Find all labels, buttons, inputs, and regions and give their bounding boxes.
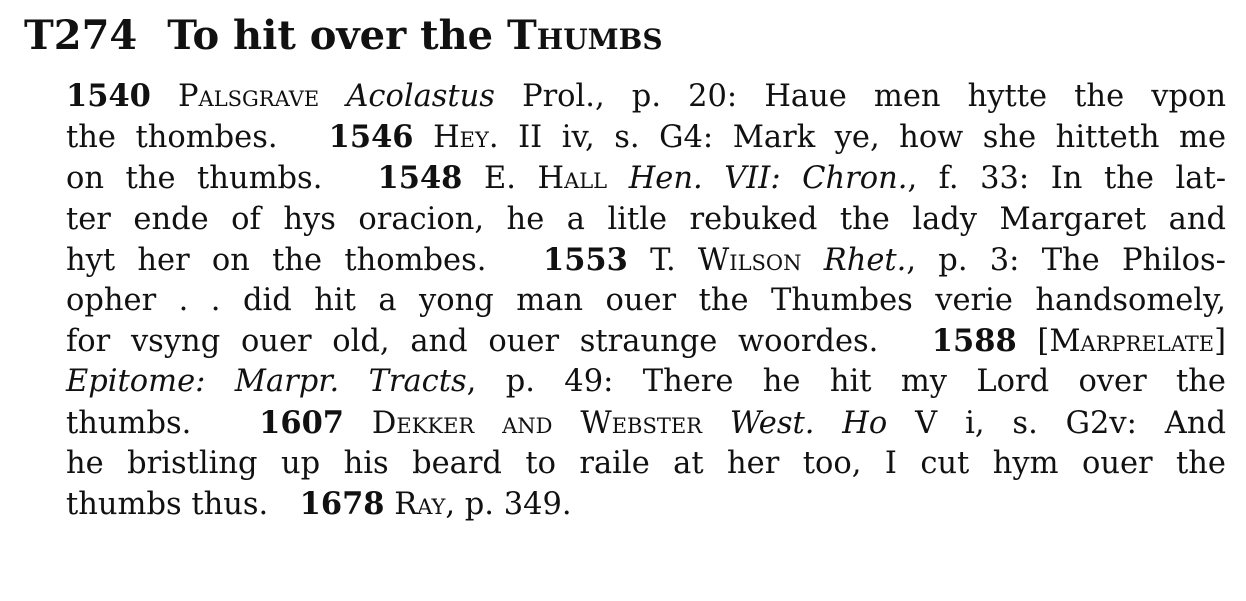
citation-text: he bristling up his beard to raile at her too, I cut hym ouer the — [66, 445, 1226, 481]
citation-text: Prol., p. 20: Haue men hytte the vpon — [494, 79, 1226, 114]
text-line — [66, 403, 1226, 444]
citation-text: II iv, s. G4: Mark ye, how she hitteth me — [498, 120, 1227, 156]
text-line — [66, 484, 1226, 525]
citation-work: Epitome: Marpr. Tracts — [66, 364, 467, 400]
text-line — [66, 362, 1226, 402]
citation-text: , p. 349. — [445, 487, 572, 523]
citation-text: ter ende of hys oracion, he a litle rebuked the lady Margaret and — [66, 201, 1226, 237]
citation-year: 1546 — [328, 119, 414, 156]
citation-author: Marprelate — [1049, 324, 1215, 360]
text-line — [66, 321, 1226, 362]
citation-text: for vsyng ouer old, and ouer straunge woordes. — [66, 324, 879, 360]
entry-title — [167, 12, 662, 59]
citation-text: the thombes. — [66, 120, 278, 156]
citation-work: Hen. VII: Chron. — [628, 161, 908, 197]
entry-title-keyword: Thumbs — [507, 12, 663, 59]
text-line — [66, 281, 1226, 321]
citation-text: hyt her on the thombes. — [66, 242, 487, 278]
citation-text: opher . . did hit a yong man ouer the Thumbes verie handsomely, — [66, 283, 1226, 319]
text-line — [66, 200, 1226, 240]
citation-author: Ray — [394, 487, 446, 523]
entry-heading — [24, 14, 663, 58]
citation-text: , p. 3: The Philos- — [906, 242, 1226, 278]
citation-text: ] — [1214, 324, 1226, 360]
citation-text: , p. 49: There he hit my Lord over the — [466, 364, 1226, 400]
citation-text: on the thumbs. — [66, 161, 323, 197]
citation-year: 1678 — [299, 486, 385, 523]
citation-year: 1588 — [931, 323, 1017, 360]
citation-year: 1540 — [66, 78, 151, 114]
citation-text: thumbs. — [66, 405, 192, 441]
citation-author: Hall — [537, 161, 608, 197]
text-line — [66, 444, 1226, 484]
citation-year: 1553 — [542, 241, 628, 278]
citation-work: Rhet. — [823, 242, 907, 278]
citation-author: Wilson — [697, 242, 802, 278]
text-line — [66, 240, 1226, 281]
citation-author: Hey. — [433, 120, 499, 156]
entry-code: T274 — [24, 12, 138, 59]
citation-year: 1548 — [377, 160, 463, 197]
citation-author: Dekker and Webster — [371, 405, 703, 441]
citation-year: 1607 — [259, 404, 345, 441]
entry-title-lead: To hit over the — [167, 12, 508, 59]
citation-text: E. — [462, 161, 538, 197]
citation-text: thumbs thus. — [66, 487, 269, 523]
citation-work: Acolastus — [346, 79, 495, 114]
citation-work: West. Ho — [729, 405, 888, 441]
citation-text: V i, s. G2v: And — [887, 405, 1226, 441]
citation-text: , f. 33: In the lat- — [907, 161, 1227, 197]
citation-body — [66, 76, 1226, 525]
citation-text: [ — [1016, 324, 1050, 360]
citation-author: Palsgrave — [178, 79, 320, 114]
text-line — [66, 158, 1226, 199]
text-line — [66, 76, 1226, 117]
text-line — [66, 117, 1226, 158]
citation-text: T. — [627, 242, 698, 278]
